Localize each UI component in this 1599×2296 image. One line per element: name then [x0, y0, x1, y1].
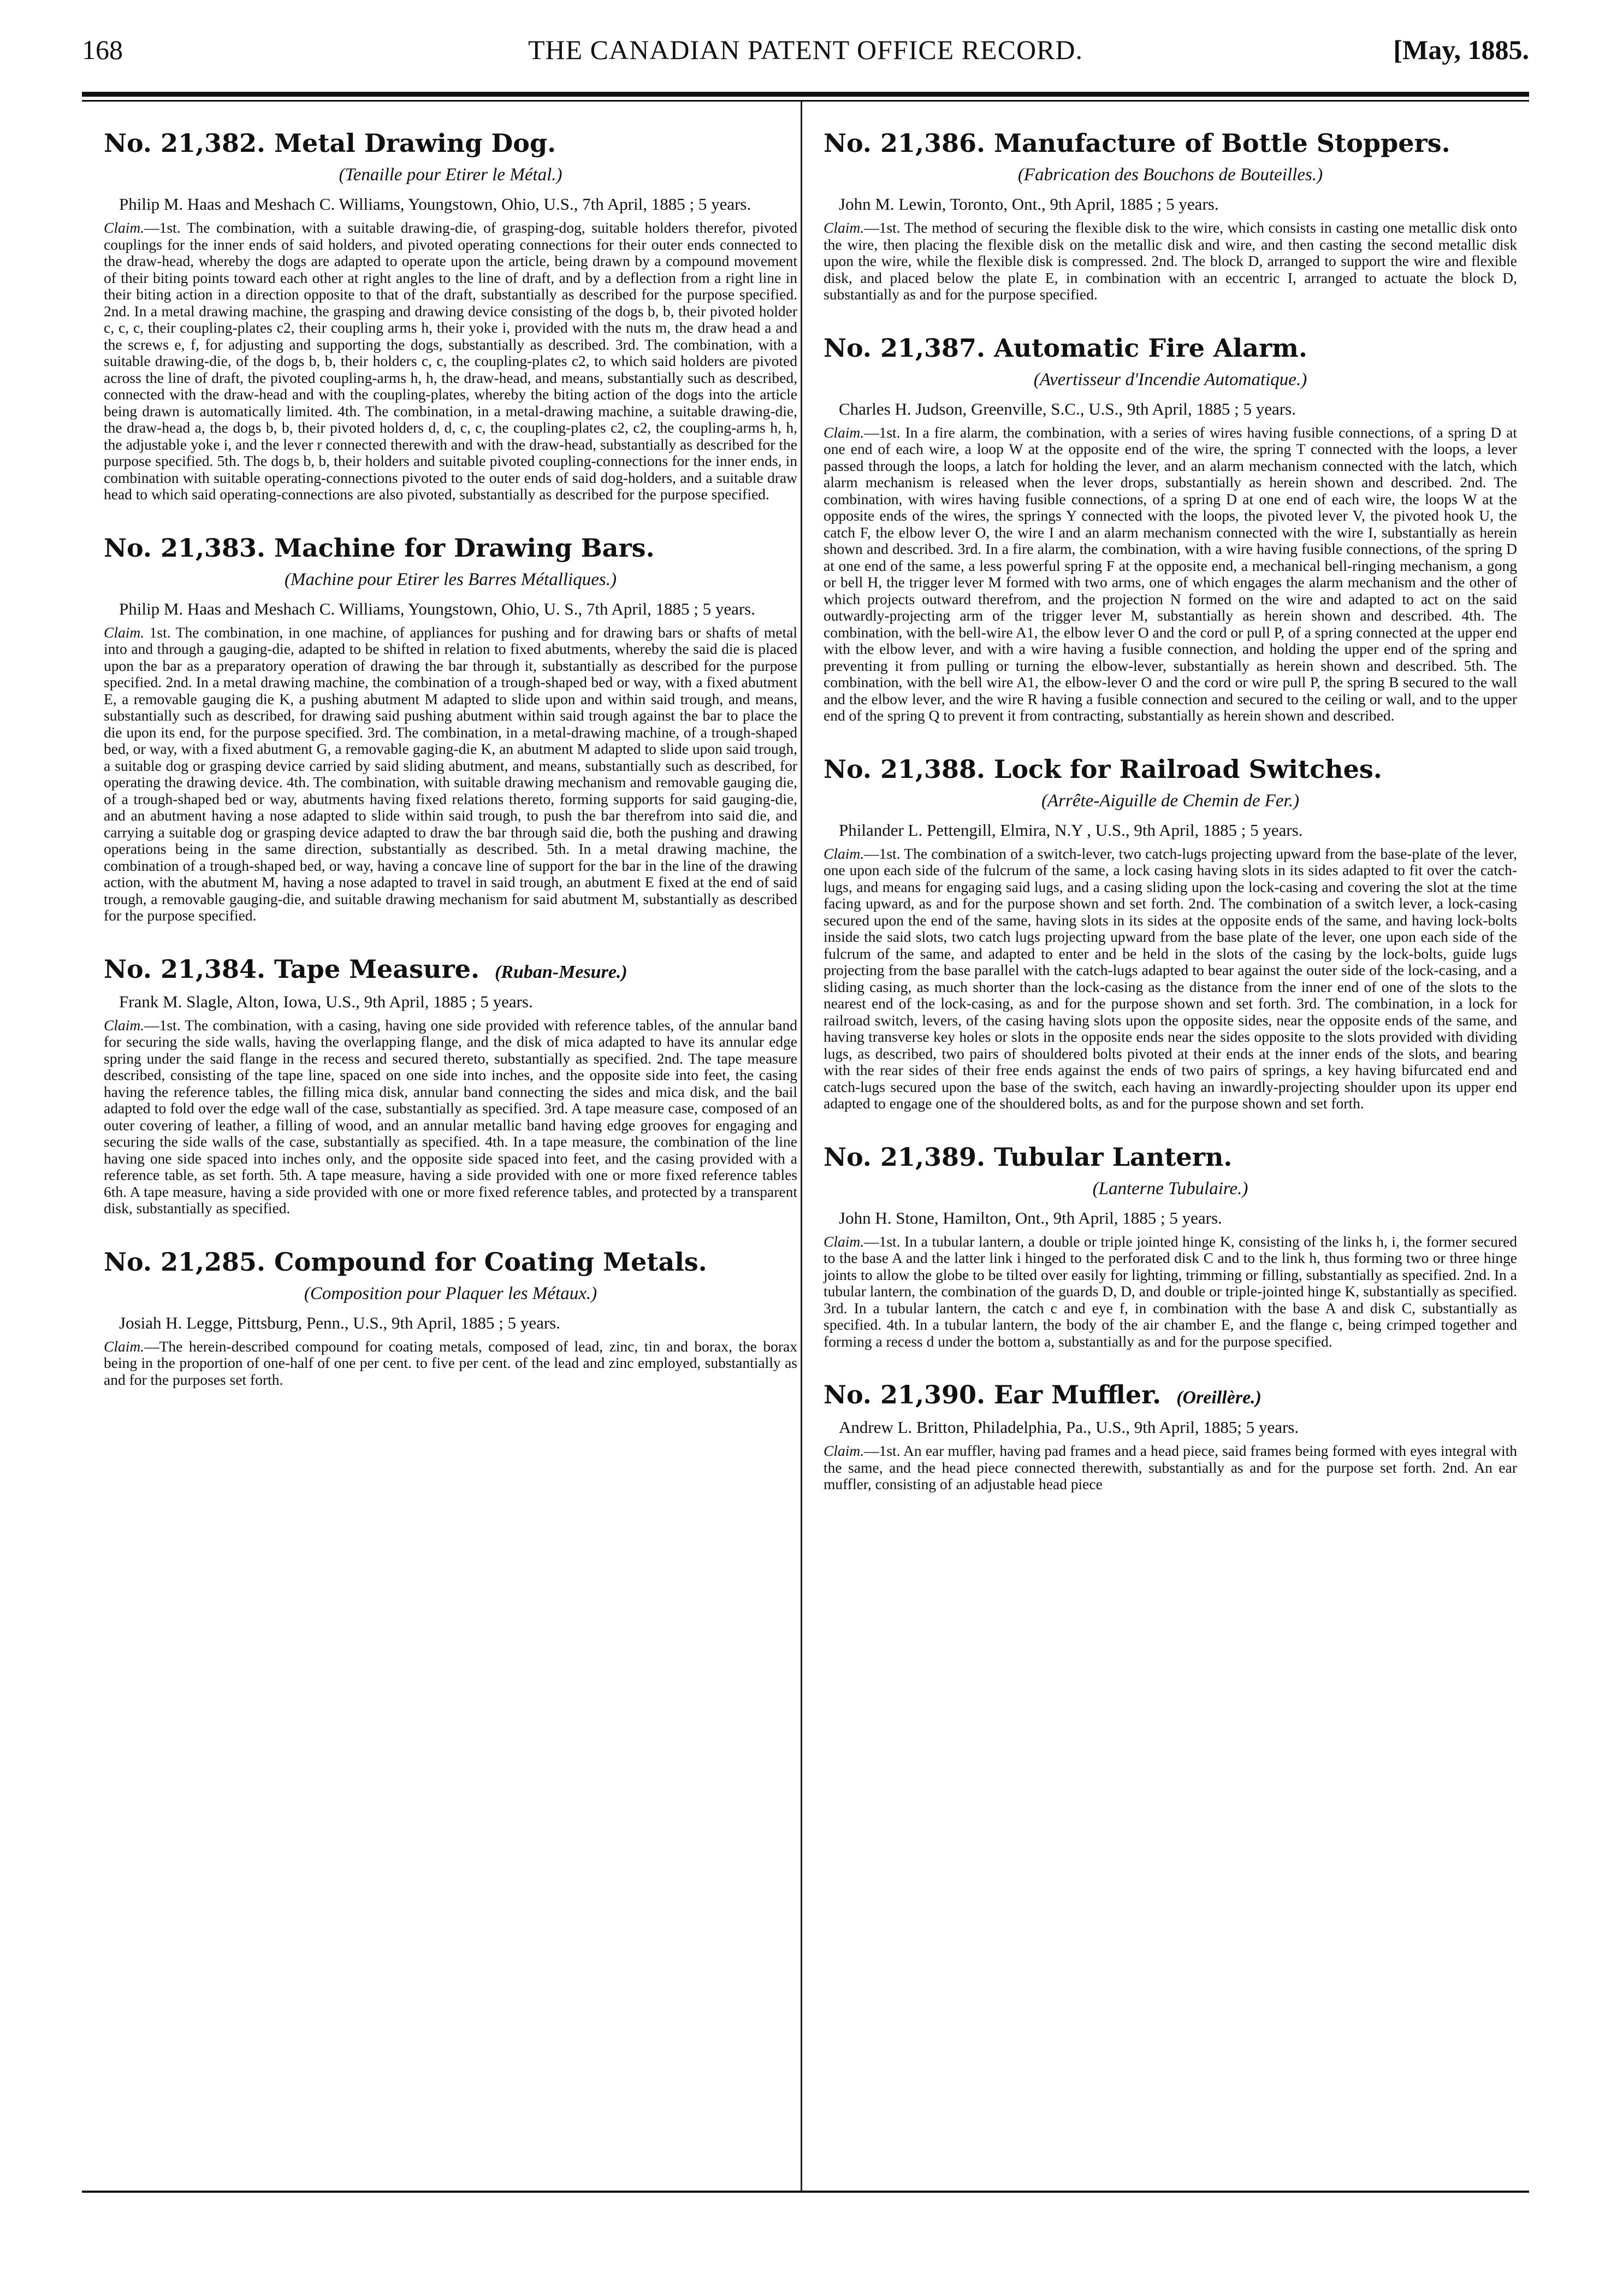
claim-body: —1st. The combination, with a suitable drawing-die, of grasping-dog, suitable holders therefor, pivoted couplings for the inner ends of said holders, and pivoted operating connections for their outer ends connected to the draw-head, whereby the dogs are adapted to operate upon the article, being drawn by a compound movement of their biting points toward each other at right angles to the line of draft, and by a deflection from a right line in their biting action in a direction opposite to that of the draft, substantially as described for the purpose specified. 2nd. In a metal drawing machine, the grasping and drawing device consisting of the dogs b, b, their pivoted holder c, c, c, their coupling-plates c2, their coupling arms h, their yoke i, provided with the nuts m, the draw head a and the screws e, f, for adjusting and supporting the dogs, substantially as described. 3rd. The combination, with a suitable drawing-die, of the dogs b, b, their holders c, c, the coupling-plates c2, to which said holders are pivoted across the line of draft, the pivoted coupling-arms h, h, the draw-head, and means, substantially such as described, connected with the draw-head and with the coupling-plates, whereby the biting action of the dogs into the article being drawn is automatically limited. 4th. The combination, in a metal-drawing machine, a suitable drawing-die, the draw-head a, the dogs b, b, their pivoted holders d, d, c, c, the coupling-plates c2, c2, the coupling-arms h, h, the adjustable yoke i, and the lever r connected therewith and with the draw-head, substantially as described for the purpose specified. 5th. The dogs b, b, their holders and suitable pivoted coupling-connections for the inner ends, in combination with suitable operating-connections pivoted to the outer ends of said dog-holders, and a suitable draw head to which said operating-connections are also pivoted, substantially as described for the purpose specified.: [104, 219, 797, 503]
claim-label: Claim.: [104, 219, 145, 236]
patent-number: No. 21,388.: [824, 754, 986, 784]
patent-number: No. 21,389.: [824, 1142, 986, 1172]
patent-heading: [824, 753, 1517, 786]
claim-label: Claim.: [104, 623, 145, 641]
patent-heading: [104, 532, 797, 564]
claim-body: —1st. The combination, with a casing, having one side provided with reference tables, of the annular band for securing the side walls, having the overlapping flange, and the disk of mica adapted to have its annular edge spring under the said flange in the recess and secured thereto, substantially as specified. 2nd. The tape measure described, consisting of the tape line, spaced on one side into inches, and the opposite side into feet, the casing having the reference tables, the filling mica disk, annular band connecting the sides and mica disk, and the bail adapted to fold over the edge wall of the case, substantially as specified. 3rd. A tape measure case, composed of an outer covering of leather, a filling of wood, and an annular metallic band having edge grooves for engaging and securing the side walls of the case, substantially as specified. 4th. In a tape measure, the combination of the line having one side spaced into inches only, and the opposite side spaced into feet, and the casing provided with a reference table, as set forth. 5th. A tape measure, having a side provided with one or more fixed reference tables 6th. A tape measure, having a side provided with one or more fixed reference tables, and protected by a transparent disk, substantially as specified.: [104, 1016, 797, 1217]
claim-label: Claim.: [824, 1232, 864, 1250]
claim-text: [824, 1233, 1517, 1350]
claim-label: Claim.: [104, 1337, 145, 1355]
claim-body: —1st. In a tubular lantern, a double or triple jointed hinge K, consisting of the links h, i, the former secured to the base A and the latter link i hinged to the perforated disk C and to the link h, thus forming two or three hinge joints to allow the globe to be tilted over easily for lighting, trimming or filling, substantially as specified. 2nd. In a tubular lantern, the combination of the guards D, D, and double or triple-jointed hinge K, substantially as specified. 3rd. In a tubular lantern, the catch c and eye f, in combination with the base A and disk C, substantially as specified. 4th. In a tubular lantern, the body of the air chamber E, and the flange c, being crimped together and forming a recess d under the bottom a, substantially as and for the purpose specified.: [824, 1232, 1517, 1350]
column-divider: [801, 102, 802, 2191]
left-column: [104, 127, 797, 1416]
issue-date: [May, 1885.: [1393, 34, 1529, 65]
claim-label: Claim.: [824, 845, 864, 862]
claim-label: Claim.: [824, 423, 864, 441]
inventor-line: John M. Lewin, Toronto, Ont., 9th April, 1885 ; 5 years.: [839, 194, 1219, 214]
patent-title: Machine for Drawing Bars.: [274, 533, 655, 563]
french-title: (Tenaille pour Etirer le Métal.): [339, 165, 562, 185]
claim-text: [824, 220, 1517, 303]
page-number: 168: [82, 34, 123, 65]
claim-text: [824, 1443, 1517, 1493]
patent-number: No. 21,383.: [104, 533, 266, 563]
publication-title: THE CANADIAN PATENT OFFICE RECORD.: [528, 34, 1083, 65]
patent-heading: [104, 127, 797, 160]
patent-title: Metal Drawing Dog.: [274, 128, 556, 158]
claim-text: [104, 624, 797, 924]
claim-text: [104, 1338, 797, 1389]
inventor-line: Frank M. Slagle, Alton, Iowa, U.S., 9th April, 1885 ; 5 years.: [119, 991, 533, 1011]
inventor-line: Philip M. Haas and Meshach C. Williams, Youngstown, Ohio, U.S., 7th April, 1885 ; 5 years.: [119, 194, 751, 214]
patent-number: No. 21,386.: [824, 128, 986, 158]
claim-body: —1st. The method of securing the flexible disk to the wire, which consists in casting one metallic disk onto the wire, then placing the flexible disk on the metallic disk and wire, and then casting the second metallic disk upon the wire, while the flexible disk is compressed. 2nd. The block D, arranged to support the wire and flexible disk, and placed below the plate E, in combination with an eccentric I, arranged to actuate the block D, substantially as and for the purpose specified.: [824, 219, 1517, 303]
patent-title: Compound for Coating Metals.: [274, 1247, 707, 1277]
patent-heading: [824, 1141, 1517, 1173]
french-title: (Arrête-Aiguille de Chemin de Fer.): [1041, 790, 1299, 811]
claim-text: [104, 1017, 797, 1217]
claim-body: —1st. The combination of a switch-lever, two catch-lugs projecting upward from the base-plate of the lever, one upon each side of the fulcrum of the same, a lock casing having slots in its sides adapted to fit over the catch-lugs, and means for engaging said lugs, and a casing sliding upon the lock-casing and covering the slot at the time facing upward, as and for the purpose shown and set forth. 2nd. The combination of a switch lever, a lock-casing secured upon the end of the same, having slots in its sides at the opposite ends of the same, and having lock-bolts inside the said slots, two catch lugs projecting upward from the base plate of the lever, one upon each side of the fulcrum of the same, and adapted to enter and be held in the slots of the casing by the lock-bolts, guide lugs projecting from the base parallel with the catch-lugs adapted to bear against the outer side of the lock-casing, and a sliding casing, as much shorter than the lock-casing as the distance from the inner end of one of the slots to the nearest end of the lock-casing, as and for the purpose shown and set forth. 3rd. The combination, in a lock for railroad switch, levers, of the casing having slots upon the opposite sides, near the opposite ends of the same, and having transverse key holes or slots in the opposite ends near the sides opposite to the slots provided with dividing lugs, as described, two pairs of shouldered bolts pivoted at their ends at the inner ends of the slots, and bearing with the rear sides of their free ends against the ends of two pairs of springs, a key having bifurcated end and catch-lugs secured upon the base of the switch, each having an inwardly-projecting shoulder upon its upper end adapted to engage one of the shouldered bolts, as and for the purpose shown and set forth.: [824, 845, 1517, 1112]
french-title: (Machine pour Etirer les Barres Métalliques.): [285, 569, 617, 589]
right-column: [824, 127, 1517, 1521]
french-title: (Fabrication des Bouchons de Bouteilles.): [1017, 165, 1323, 185]
page-header: [82, 34, 1529, 72]
patent-number: No. 21,285.: [104, 1247, 266, 1277]
inventor-line: Charles H. Judson, Greenville, S.C., U.S., 9th April, 1885 ; 5 years.: [839, 399, 1296, 418]
patent-title: Tape Measure.: [274, 954, 479, 984]
claim-body: —1st. In a fire alarm, the combination, with a series of wires having fusible connections, of a spring D at one end of each wire, a loop W at the opposite end of the wire, the spring T connected with the loops, a lever passed through the loops, a latch for holding the lever, and an alarm mechanism connected with the latch, which alarm mechanism is released when the lever drops, substantially as herein shown and described. 2nd. The combination, with wires having fusible connections, of a spring D at one end of each wire, the loops W at the opposite ends of the wires, the springs Y connected with the loops, the pivoted lever V, the pivoted hook U, the catch F, the elbow lever O, the wire I and an alarm mechanism connected with the wire I, substantially as herein shown and described. 3rd. In a fire alarm, the combination, with a wire having fusible connections, of the spring D at one end of the same, a less powerful spring F at the opposite end, a mechanical bell-ringing mechanism, a gong or bell H, the trigger lever M formed with two arms, one of which engages the alarm mechanism and the other of which projects outward therefrom, and the projection N formed on the wire and adapted to act on the said outwardly-projecting arm of the trigger lever M, substantially as herein shown and described. 4th. The combination, with the bell-wire A1, the elbow lever O and the cord or pull P, of a spring connected at the upper end with the elbow lever, and with a wire having a fusible connection, and holding the upper end of the spring and preventing it from pulling or turning the elbow-lever, substantially as herein shown and described. 5th. The combination, with the bell wire A1, the elbow-lever O and the cord or wire pull P, the spring B secured to the wall and the elbow lever, and the wire R having a fusible connection and secured to the ceiling or wall, and to the upper end of the spring Q to prevent it from contracting, substantially as herein shown and described.: [824, 423, 1517, 724]
patent-title: Ear Muffler.: [994, 1380, 1162, 1409]
patent-title: Lock for Railroad Switches.: [994, 754, 1382, 784]
patent-title: Manufacture of Bottle Stoppers.: [994, 128, 1450, 158]
patent-entry: [104, 1246, 797, 1389]
patent-number: No. 21,384.: [104, 954, 266, 984]
patent-entry: [104, 532, 797, 924]
patent-entry: [824, 1378, 1517, 1493]
patent-entry: [824, 753, 1517, 1112]
claim-label: Claim.: [824, 1442, 864, 1459]
claim-text: [824, 846, 1517, 1112]
claim-body: —The herein-described compound for coating metals, composed of lead, zinc, tin and borax, the borax being in the proportion of one-half of one per cent. to five per cent. of the lead and zinc employed, substantially as and for the purposes set forth.: [104, 1337, 797, 1388]
claim-label: Claim.: [104, 1016, 145, 1034]
header-rule-thick: [82, 92, 1529, 97]
inventor-line: Philander L. Pettengill, Elmira, N.Y , U.S., 9th April, 1885 ; 5 years.: [839, 820, 1303, 840]
patent-entry: [824, 1141, 1517, 1350]
footer-rule: [82, 2191, 1529, 2193]
french-title: (Lanterne Tubulaire.): [1092, 1178, 1248, 1199]
patent-heading: [104, 953, 797, 989]
patent-title: Tubular Lantern.: [994, 1142, 1233, 1172]
inventor-line: Josiah H. Legge, Pittsburg, Penn., U.S., 9th April, 1885 ; 5 years.: [119, 1313, 560, 1332]
claim-label: Claim.: [824, 219, 864, 236]
claim-body: 1st. The combination, in one machine, of appliances for pushing and for drawing bars or shafts of metal into and through a gauging-die, adapted to be shifted in relation to fixed abutments, whereby the said die is placed upon the bar as a preparatory operation of drawing the bar through it, substantially as described for the purpose specified. 2nd. In a metal drawing machine, the combination of a trough-shaped bed or way, with a fixed abutment E, a removable gauging die K, a pushing abutment M adapted to slide upon and within said trough, and means, substantially such as described, for drawing said pushing abutment within said trough against the bar to place the die upon its end, for the purpose specified. 3rd. The combination, in a metal-drawing machine, of a trough-shaped bed, or way, with a fixed abutment G, a removable gaging-die K, an abutment M adapted to slide upon said trough, a suitable dog or grasping device carried by said sliding abutment, and means, substantially such as described, for operating the drawing device. 4th. The combination, with suitable drawing mechanism and removable gauging die, of a trough-shaped bed or way, abutments having fixed relations thereto, forming supports for said gauging-die, and an abutment having a nose adapted to slide within said trough, to push the bar therefrom into said die, and carrying a suitable dog or grasping device adapted to draw the bar through said die, both the pushing and drawing operations being in the same direction, substantially as described. 5th. In a metal drawing machine, the combination of a trough-shaped bed, or way, having a concave line of support for the bar in the line of the drawing action, with the abutment M, having a nose adapted to travel in said trough, an abutment E fixed at the end of said trough, a removable gauging-die, and suitable drawing mechanism for said abutment M, substantially as described for the purpose specified.: [104, 623, 797, 924]
inventor-line: Philip M. Haas and Meshach C. Williams, Youngstown, Ohio, U. S., 7th April, 1885 ; 5 years.: [119, 599, 755, 618]
patent-heading: [824, 127, 1517, 160]
patent-entry: [104, 953, 797, 1217]
patent-entry: [824, 127, 1517, 303]
patent-heading: [824, 1378, 1517, 1414]
patent-heading: [824, 332, 1517, 364]
french-title: (Composition pour Plaquer les Métaux.): [304, 1283, 597, 1303]
claim-body: —1st. An ear muffler, having pad frames and a head piece, said frames being formed with eyes integral with the same, and the head piece connected therewith, substantially as and for the purpose set forth. 2nd. An ear muffler, consisting of an adjustable head piece: [824, 1442, 1517, 1492]
patent-entry: [824, 332, 1517, 724]
patent-title: Automatic Fire Alarm.: [994, 333, 1307, 363]
claim-text: [104, 220, 797, 503]
patent-number: No. 21,387.: [824, 333, 986, 363]
french-title: (Avertisseur d'Incendie Automatique.): [1033, 369, 1307, 389]
claim-text: [824, 424, 1517, 724]
french-title: (Ruban-Mesure.): [494, 961, 627, 982]
inventor-line: John H. Stone, Hamilton, Ont., 9th April, 1885 ; 5 years.: [839, 1208, 1222, 1227]
patent-heading: [104, 1246, 797, 1278]
inventor-line: Andrew L. Britton, Philadelphia, Pa., U.S., 9th April, 1885; 5 years.: [839, 1418, 1299, 1437]
patent-number: No. 21,390.: [824, 1380, 986, 1409]
patent-number: No. 21,382.: [104, 128, 266, 158]
french-title: (Oreillère.): [1176, 1388, 1262, 1408]
header-rule-thin: [82, 100, 1529, 102]
patent-entry: [104, 127, 797, 503]
